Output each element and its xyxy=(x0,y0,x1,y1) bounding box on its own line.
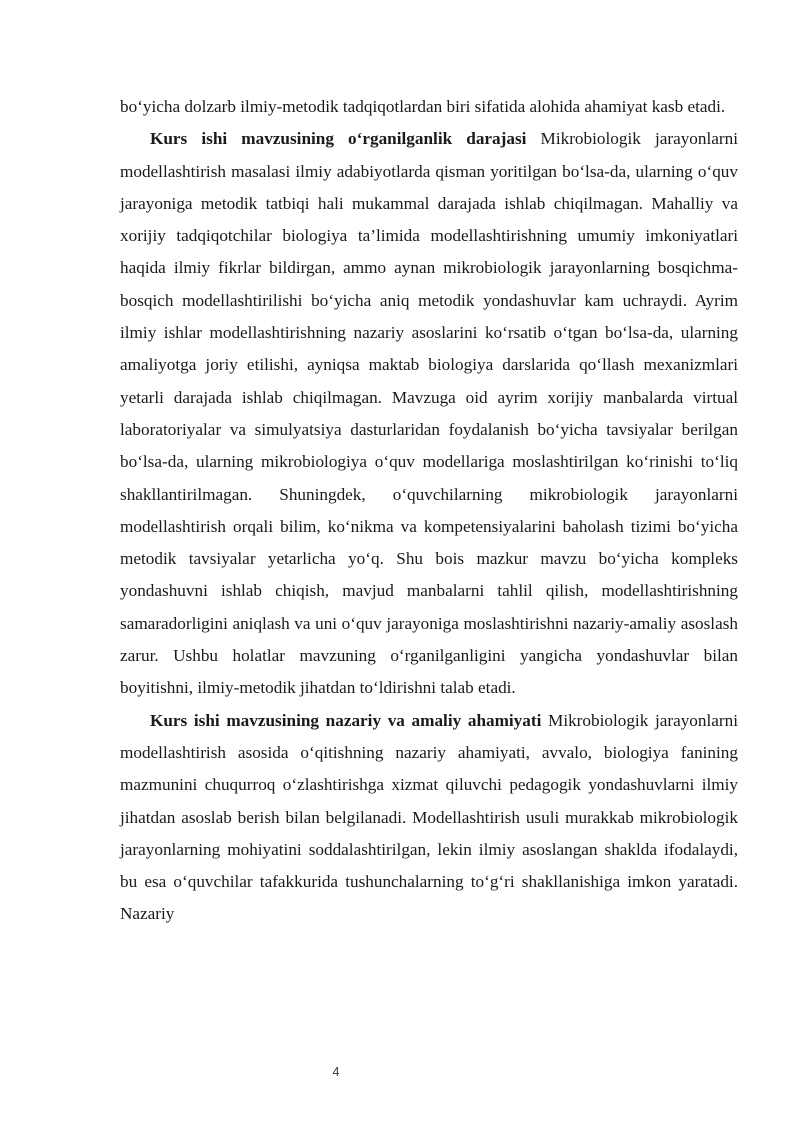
paragraph-continuation xyxy=(120,91,738,123)
paragraph-lead-heading: Kurs ishi mavzusining nazariy va amaliy ahamiyati xyxy=(150,710,542,730)
paragraph-text: bo‘yicha dolzarb ilmiy-metodik tadqiqotlardan biri sifatida alohida ahamiyat kasb etadi. xyxy=(120,97,726,116)
page-number: 4 xyxy=(332,1065,340,1079)
paragraph-text: Mikrobiologik jarayonlarni modellashtirish masalasi ilmiy adabiyotlarda qisman yoritilgan bo‘lsa-da, ularning o‘quv jarayoniga metodik tatbiqi hali mukammal darajada ishlab chiqilmagan. Mahalliy va xorijiy tadqiqotchilar biologiya ta’limida modellashtirishning umumiy imkoniyatlari haqida ilmiy fikrlar bildirgan, ammo aynan mikrobiologik jarayonlarning bosqichma-bosqich modellashtirilishi bo‘yicha aniq metodik yondashuvlar kam uchraydi. Ayrim ilmiy ishlar modellashtirishning nazariy asoslarini ko‘rsatib o‘tgan bo‘lsa-da, ularning amaliyotga joriy etilishi, ayniqsa maktab biologiya darslarida qo‘llash mexanizmlari yetarli darajada ishlab chiqilmagan. Mavzuga oid ayrim xorijiy manbalarda virtual laboratoriyalar va simulyatsiya dasturlaridan foydalanish bo‘yicha tavsiyalar berilgan bo‘lsa-da, ularning mikrobiologiya o‘quv modellariga moslashtirilgan ko‘rinishi to‘liq shakllantirilmagan. Shuningdek, o‘quvchilarning mikrobiologik jarayonlarni modellashtirish orqali bilim, ko‘nikma va kompetensiyalarini baholash tizimi bo‘yicha metodik tavsiyalar yetarlicha yo‘q. Shu bois mazkur mavzu bo‘yicha kompleks yondashuvni ishlab chiqish, mavjud manbalarni tahlil qilish, modellashtirishning samaradorligini aniqlash va uni o‘quv jarayoniga moslashtirishni nazariy-amaliy asoslash zarur. Ushbu holatlar mavzuning o‘rganilganligini yangicha yondashuvlar bilan boyitishni, ilmiy-metodik jihatdan to‘ldirishni talab etadi. xyxy=(120,129,738,698)
document-page xyxy=(120,91,738,931)
paragraph-study-level xyxy=(120,123,738,704)
paragraph-lead-heading: Kurs ishi mavzusining o‘rganilganlik darajasi xyxy=(150,129,527,149)
paragraph-text: Mikrobiologik jarayonlarni modellashtirish asosida o‘qitishning nazariy ahamiyati, avvalo, biologiya fanining mazmunini chuqurroq o‘zlashtirishga xizmat qiluvchi pedagogik yondashuvlarni ilmiy jihatdan asoslab berish bilan belgilanadi. Modellashtirish usuli murakkab mikrobiologik jarayonlarning mohiyatini soddalashtirilgan, lekin ilmiy asoslangan shaklda ifodalaydi, bu esa o‘quvchilar tafakkurida tushunchalarning to‘g‘ri shakllanishiga imkon yaratadi. Nazariy xyxy=(120,710,738,924)
paragraph-significance xyxy=(120,705,738,931)
